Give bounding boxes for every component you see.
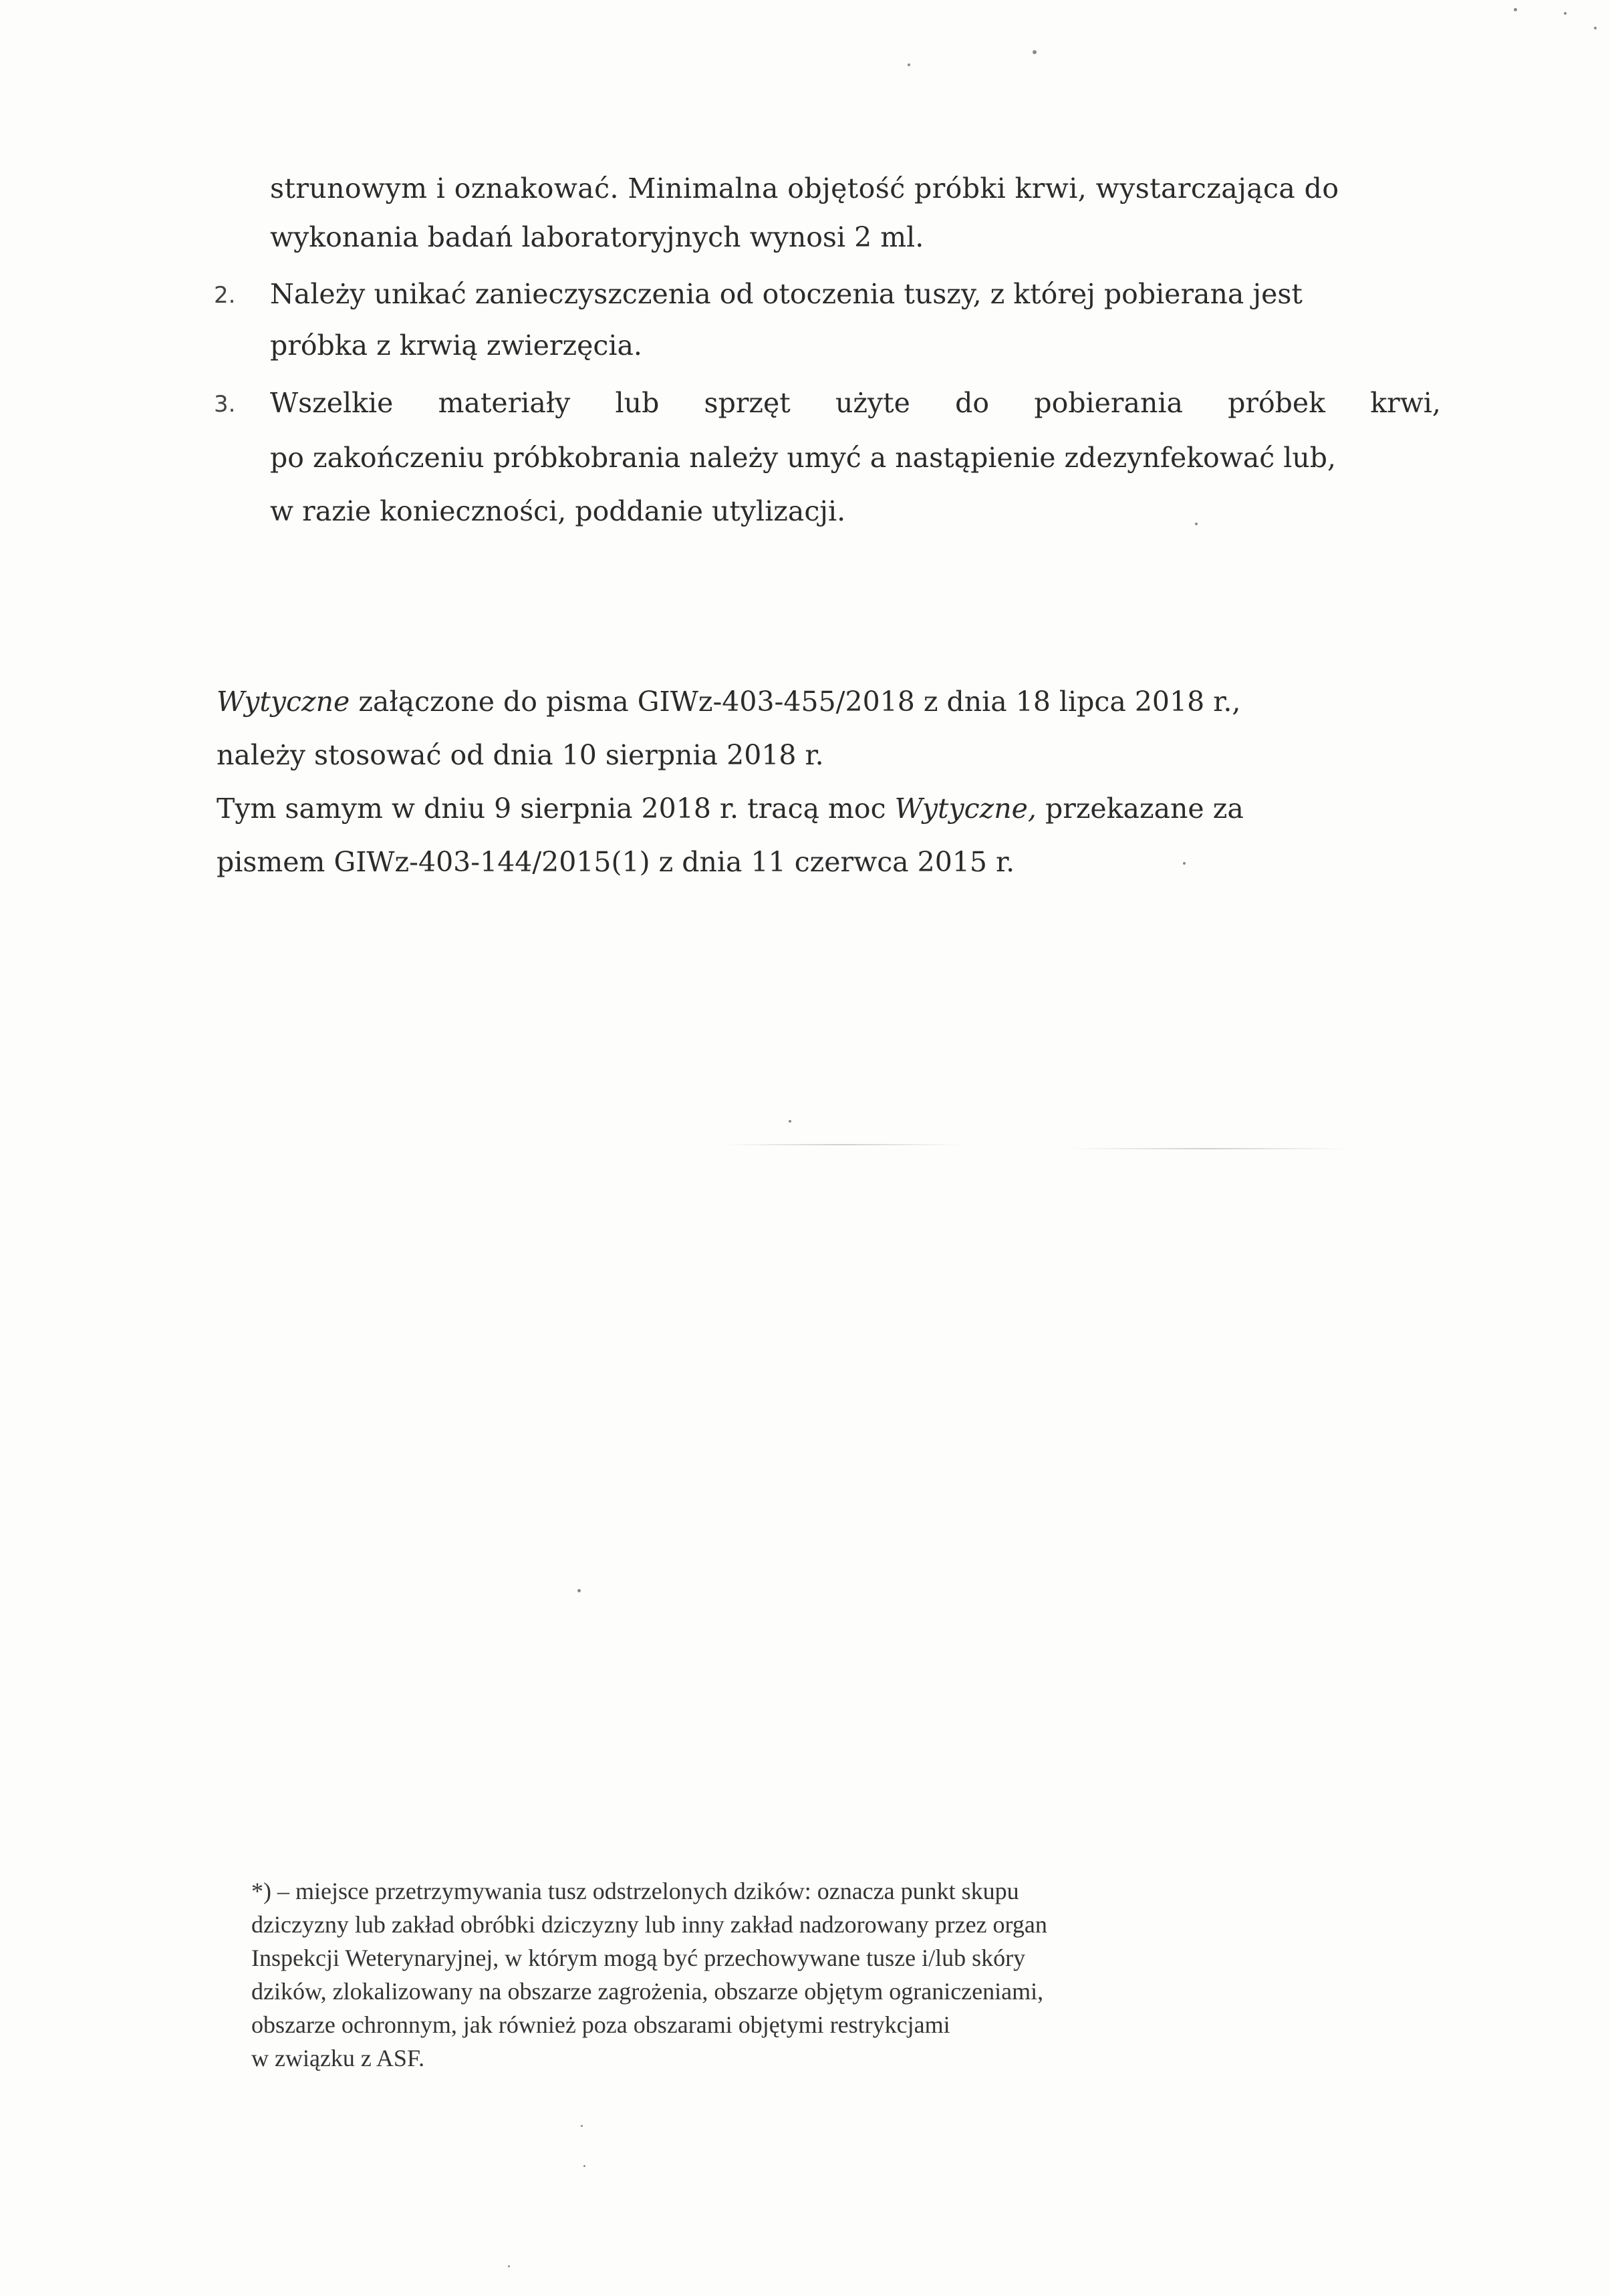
item3-word: próbek bbox=[1228, 387, 1326, 419]
scan-artifact-line bbox=[722, 1144, 962, 1145]
item2-line1: Należy unikać zanieczyszczenia od otoczenia tuszy, z której pobierana jest bbox=[270, 278, 1303, 310]
item3-word: lub bbox=[615, 387, 660, 419]
footnote-line1: *) – miejsce przetrzymywania tusz odstrzelonych dzików: oznacza punkt skupu bbox=[251, 1878, 1019, 1904]
item3-word: krwi, bbox=[1370, 387, 1441, 419]
dust-speck bbox=[1564, 12, 1567, 15]
note-line4: pismem GIWz-403-144/2015(1) z dnia 11 czerwca 2015 r. bbox=[217, 846, 1015, 878]
item3-word: Wszelkie bbox=[270, 387, 394, 419]
dust-speck bbox=[508, 2265, 510, 2267]
item3-number: 3. bbox=[214, 391, 236, 418]
item3-word: pobierania bbox=[1034, 387, 1183, 419]
dust-speck bbox=[1183, 862, 1186, 865]
dust-speck bbox=[577, 1589, 581, 1592]
note-line3-part1: Tym samym w dniu 9 sierpnia 2018 r. tracą moc bbox=[217, 793, 895, 825]
footnote-line2: dziczyzny lub zakład obróbki dziczyzny lub inny zakład nadzorowany przez organ bbox=[251, 1911, 1047, 1938]
item2-number: 2. bbox=[214, 282, 236, 309]
item3-word: materiały bbox=[438, 387, 571, 419]
dust-speck bbox=[1594, 27, 1597, 29]
footnote-line4: dzików, zlokalizowany na obszarze zagrożenia, obszarze objętym ograniczeniami, bbox=[251, 1978, 1044, 2005]
item2-line2: próbka z krwią zwierzęcia. bbox=[270, 329, 642, 362]
note-line2: należy stosować od dnia 10 sierpnia 2018 r. bbox=[217, 739, 824, 771]
scan-artifact-line bbox=[1069, 1148, 1350, 1149]
dust-speck bbox=[908, 63, 910, 66]
note-line3-part2: przekazane za bbox=[1036, 793, 1244, 825]
footnote-line6: w związku z ASF. bbox=[251, 2045, 425, 2071]
item3-line3: w razie konieczności, poddanie utylizacji. bbox=[270, 495, 846, 527]
item3-word: użyte bbox=[835, 387, 910, 419]
note-italic-wytyczne: Wytyczne bbox=[217, 686, 350, 718]
note-line1 bbox=[217, 688, 1240, 716]
item3-word: sprzęt bbox=[704, 387, 791, 419]
footnote-line5: obszarze ochronnym, jak również poza obszarami objętymi restrykcjami bbox=[251, 2011, 950, 2038]
dust-speck bbox=[583, 2165, 585, 2167]
note-line3 bbox=[217, 795, 1244, 823]
dust-speck bbox=[789, 1120, 791, 1123]
note-italic-wytyczne: Wytyczne, bbox=[894, 793, 1037, 825]
item3-word: do bbox=[955, 387, 990, 419]
dust-speck bbox=[1195, 523, 1198, 525]
footnote-line3: Inspekcji Weterynaryjnej, w którym mogą być przechowywane tusze i/lub skóry bbox=[251, 1945, 1026, 1971]
item3-line2: po zakończeniu próbkobrania należy umyć a nastąpienie zdezynfekować lub, bbox=[270, 442, 1337, 474]
note-line1-rest: załączone do pisma GIWz-403-455/2018 z dnia 18 lipca 2018 r., bbox=[350, 686, 1241, 718]
dust-speck bbox=[1033, 50, 1037, 54]
dust-speck bbox=[1514, 8, 1517, 11]
dust-speck bbox=[581, 2125, 583, 2127]
item1-line2: wykonania badań laboratoryjnych wynosi 2 ml. bbox=[270, 221, 924, 253]
item1-line1: strunowym i oznakować. Minimalna objętość próbki krwi, wystarczająca do bbox=[270, 172, 1339, 204]
item3-line1 bbox=[270, 387, 1441, 419]
